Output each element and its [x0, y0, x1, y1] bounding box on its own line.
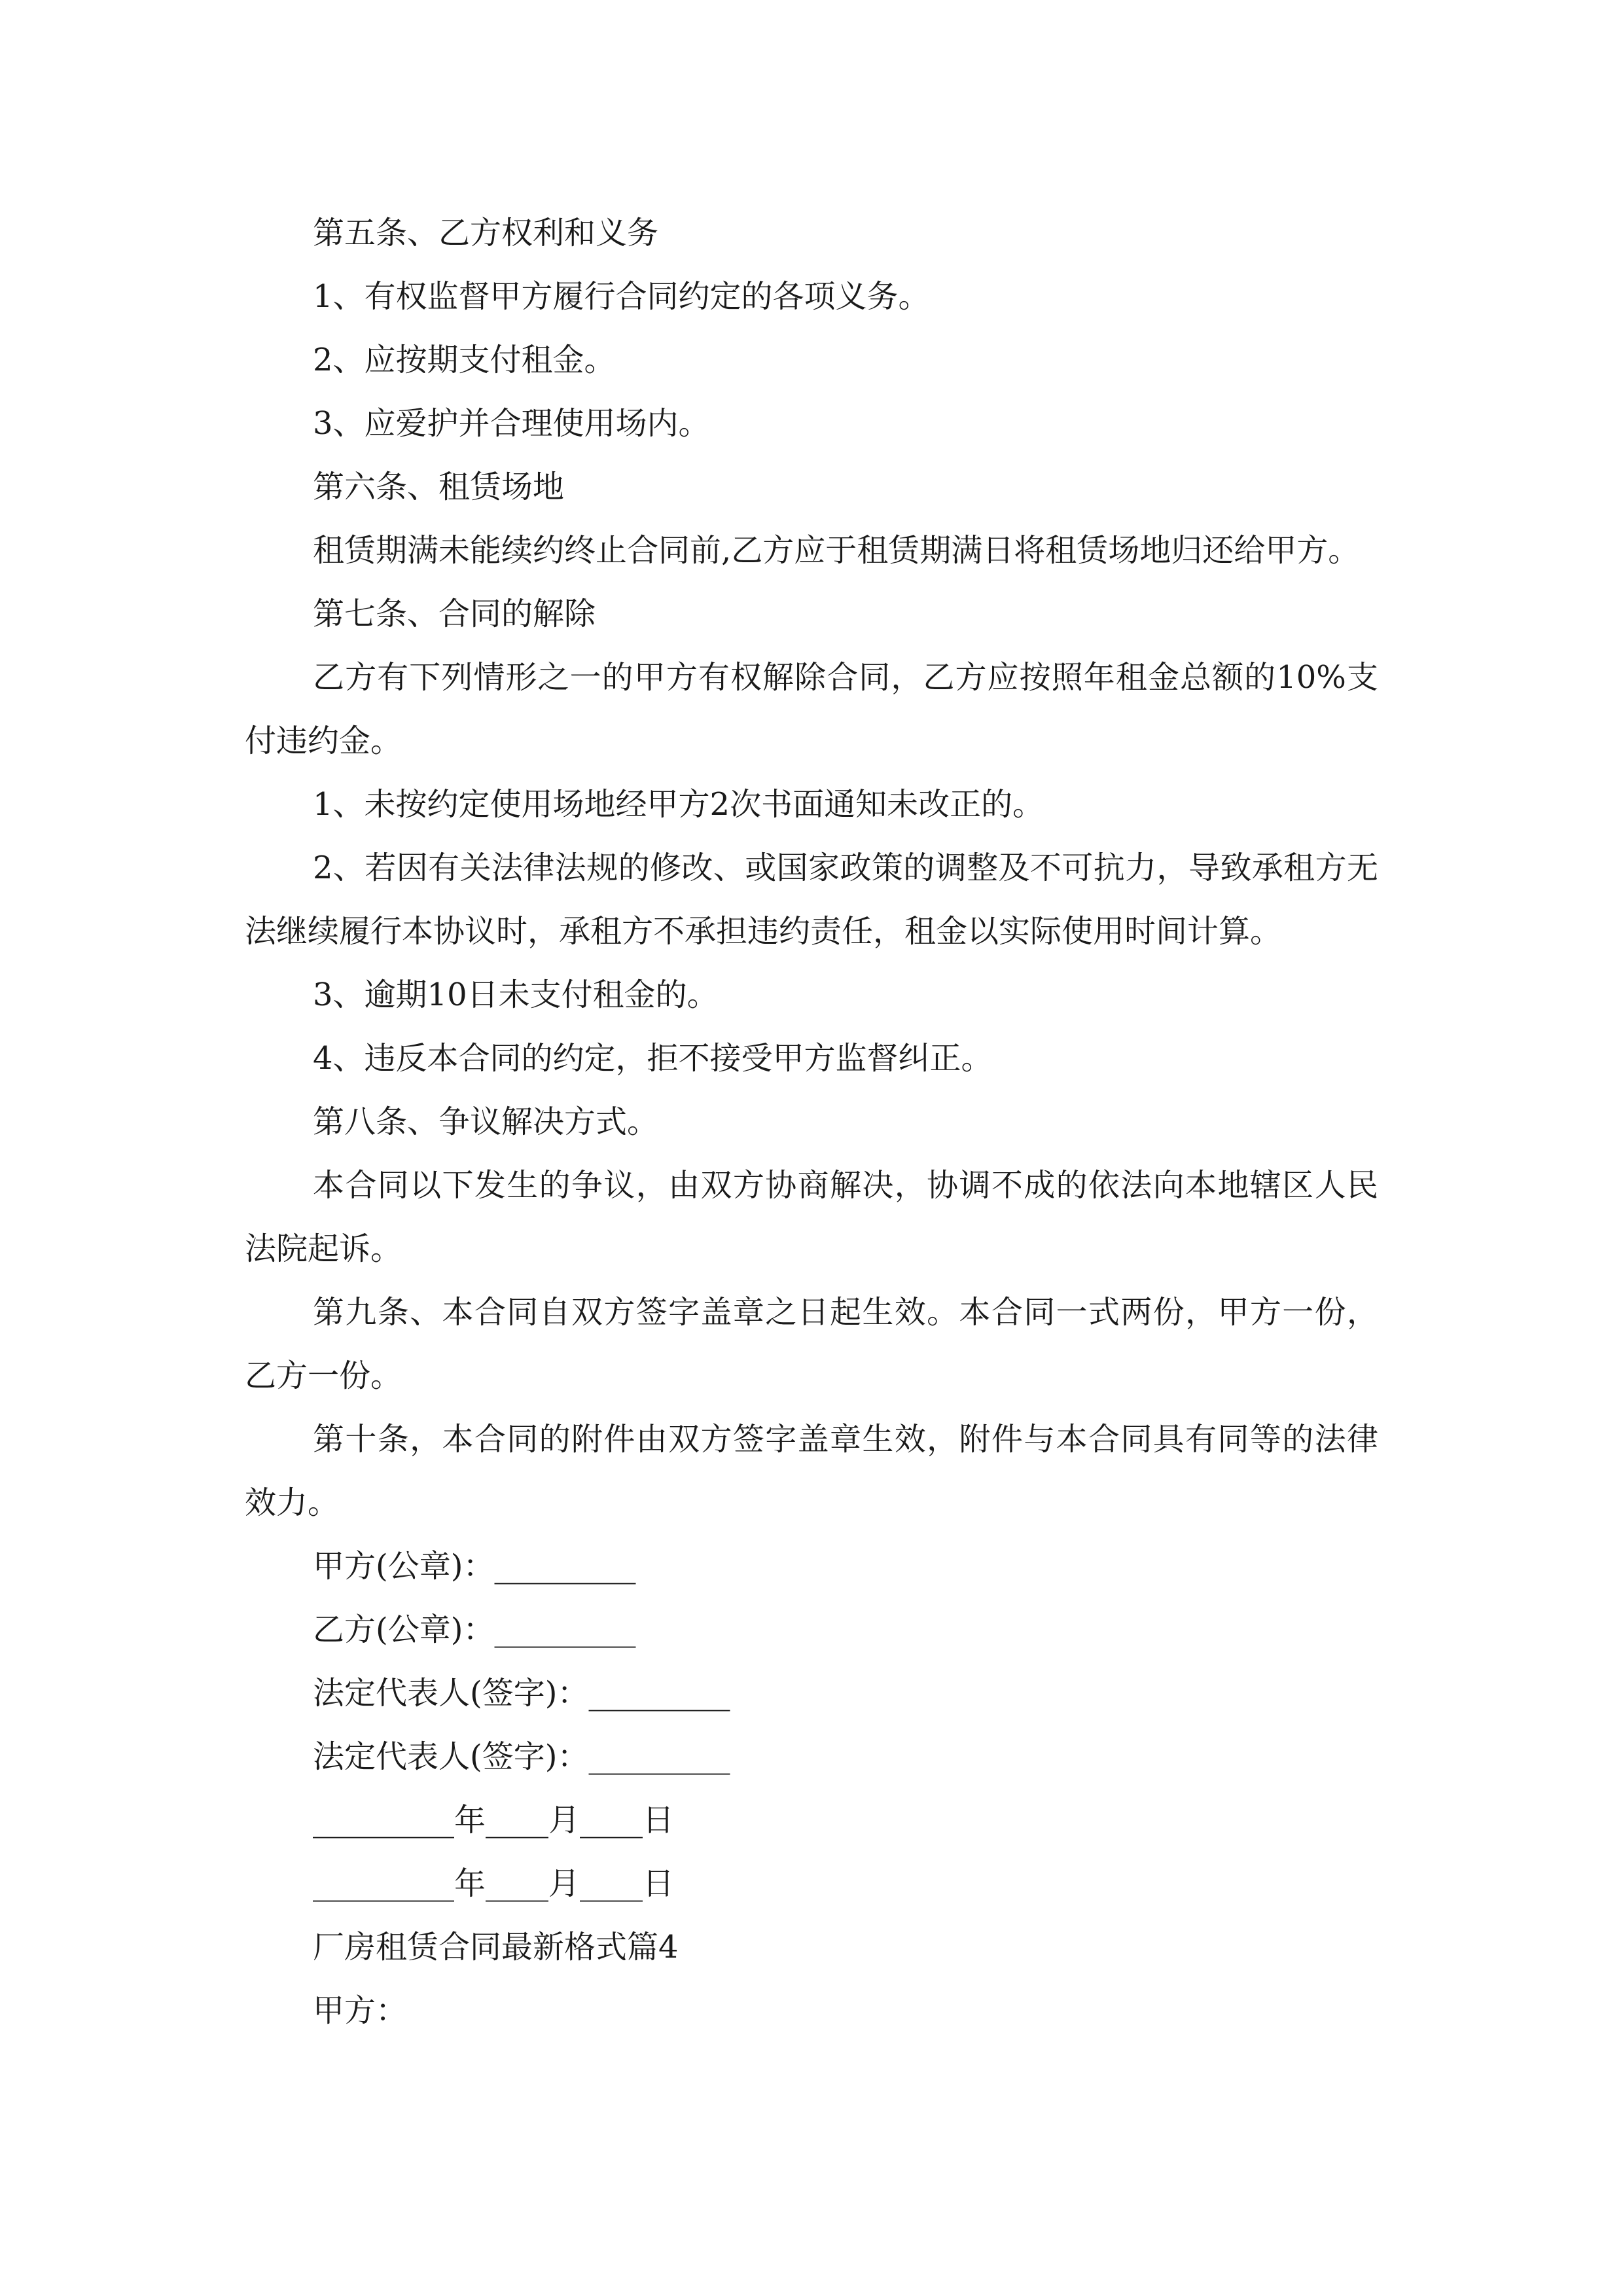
- legal-rep-signature-line-a: 法定代表人(签字)：_________: [313, 1675, 730, 1712]
- article-5-heading: 第五条、乙方权利和义务: [313, 215, 659, 251]
- article-8-heading: 第八条、争议解决方式。: [313, 1103, 659, 1140]
- article-6-heading: 第六条、租赁场地: [313, 469, 565, 505]
- article-8-body: 本合同以下发生的争议，由双方协商解决，协调不成的依法向本地辖区人民法院起诉。: [245, 1167, 1378, 1267]
- date-line-b: _________年____月____日: [313, 1865, 675, 1902]
- article-5-item-1: 1、有权监督甲方履行合同约定的各项义务。: [313, 278, 930, 315]
- article-5-item-3: 3、应爱护并合理使用场内。: [313, 405, 710, 442]
- legal-rep-signature-line-b: 法定代表人(签字)：_________: [313, 1738, 730, 1775]
- article-7-item-1: 1、未按约定使用场地经甲方2次书面通知未改正的。: [313, 786, 1044, 823]
- document-body: [245, 202, 1378, 2043]
- article-7-item-4: 4、违反本合同的约定，拒不接受甲方监督纠正。: [313, 1040, 993, 1077]
- party-b-seal-line: 乙方(公章)：_________: [313, 1611, 636, 1648]
- article-7-item-2: 2、若因有关法律法规的修改、或国家政策的调整及不可抗力，导致承租方无法继续履行本协议时，承租方不承担违约责任，租金以实际使用时间计算。: [245, 850, 1378, 950]
- article-7-body: 乙方有下列情形之一的甲方有权解除合同，乙方应按照年租金总额的10%支付违约金。: [245, 659, 1378, 759]
- article-6-body: 租赁期满未能续约终止合同前,乙方应于租赁期满日将租赁场地归还给甲方。: [313, 532, 1360, 569]
- article-7-heading: 第七条、合同的解除: [313, 596, 596, 632]
- article-9: 第九条、本合同自双方签字盖章之日起生效。本合同一式两份，甲方一份，乙方一份。: [245, 1294, 1378, 1394]
- article-10: 第十条，本合同的附件由双方签字盖章生效，附件与本合同具有同等的法律效力。: [245, 1421, 1378, 1521]
- section-title: 厂房租赁合同最新格式篇4: [313, 1929, 679, 1965]
- article-7-item-3: 3、逾期10日未支付租金的。: [313, 977, 719, 1013]
- date-line-a: _________年____月____日: [313, 1802, 675, 1839]
- article-5-item-2: 2、应按期支付租金。: [313, 342, 616, 378]
- party-a-seal-line: 甲方(公章)：_________: [313, 1548, 636, 1585]
- party-a-label: 甲方：: [313, 1992, 408, 2029]
